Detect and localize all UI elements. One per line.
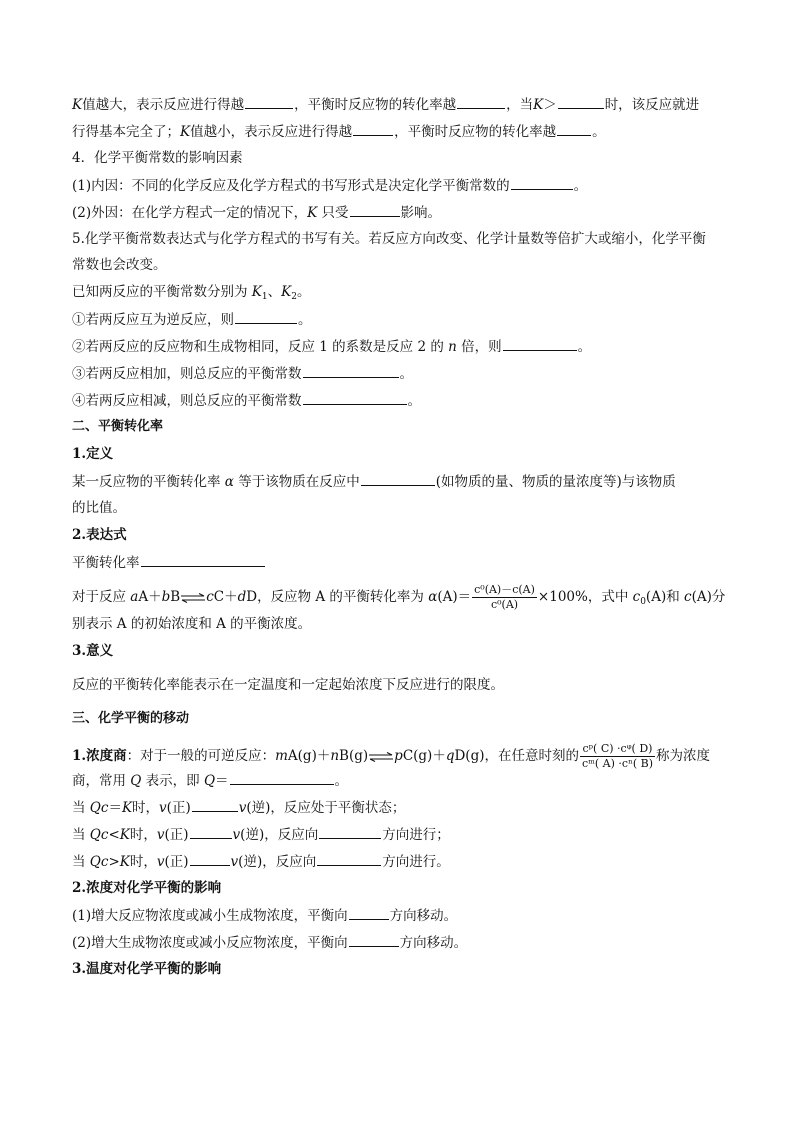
line-formula-explain: 别表示 A 的初始浓度和 A 的平衡浓度。 <box>72 616 312 632</box>
subheading-temperature-effect: 3.温度对化学平衡的影响 <box>72 961 222 977</box>
line-internal-factor: (1)内因：不同的化学反应及化学方程式的书写形式是决定化学平衡常数的 。 <box>72 175 587 196</box>
blank <box>457 94 505 109</box>
line-given-constants: 已知两反应的平衡常数分别为 $K_1$、$K_2$。 <box>72 284 311 302</box>
blank <box>190 824 232 839</box>
line-qc-greater: 当 Qc>K时，v(正) v(逆)，反应向 方向进行。 <box>72 851 450 872</box>
line-increase-reactant: (1)增大反应物浓度或减小生成物浓度，平衡向 方向移动。 <box>72 905 457 926</box>
section-heading-shift: 三、化学平衡的移动 <box>72 711 190 726</box>
item-subtract: ④若两反应相减，则总反应的平衡常数 。 <box>72 390 421 411</box>
line-expression-note-cont: 常数也会改变。 <box>72 257 167 273</box>
line-k-large: K值越大，表示反应进行得越 ，平衡时反应物的转化率越 ，当K＞ 时，该反应就进 <box>72 94 699 115</box>
blank <box>319 824 381 839</box>
line-concentration-quotient: 1.浓度商：对于一般的可逆反应：mA(g)＋nB(g) pC(g)＋qD(g)，在任意时刻的 $\frac{\text{cᵖ( C) ·cᵠ( D)}}{\text{cᵐ( A) ·cⁿ( B)}}$ 称为浓度 <box>72 742 710 770</box>
line-definition: 某一反应物的平衡转化率 α 等于该物质在反应中 (如物质的量、物质的量浓度等)与该物质 <box>72 471 676 492</box>
item-add: ③若两反应相加，则总反应的平衡常数 。 <box>72 363 413 384</box>
blank <box>349 932 399 947</box>
equilibrium-arrow-icon <box>368 752 394 762</box>
subheading-concentration-effect: 2.浓度对化学平衡的影响 <box>72 880 222 896</box>
blank <box>511 175 573 190</box>
line-increase-product: (2)增大生成物浓度或减小反应物浓度，平衡向 方向移动。 <box>72 932 467 953</box>
line-qc-less: 当 Qc<K时，v(正) v(逆)，反应向 方向进行； <box>72 824 450 845</box>
section-heading-conversion: 二、平衡转化率 <box>72 419 164 434</box>
line-conversion-formula: 对于反应 aA＋bB cC＋dD，反应物 A 的平衡转化率为 α(A)＝ $\frac{\text{c⁰(A)－c(A)}}{\text{c⁰(A)}}$ ×100%，式中 $c_0(A)$和 c(A)分 <box>72 583 726 611</box>
subheading-definition: 1.定义 <box>72 446 114 462</box>
item-reverse: ①若两反应互为逆反应，则 。 <box>72 309 312 330</box>
blank <box>141 552 265 567</box>
line-external-factor: (2)外因：在化学方程式一定的情况下，K 只受 影响。 <box>72 202 441 223</box>
blank <box>245 94 293 109</box>
blank <box>557 121 591 136</box>
blank <box>349 905 389 920</box>
blank <box>503 336 577 351</box>
heading-factors: 4．化学平衡常数的影响因素 <box>72 150 243 166</box>
line-k-small: 行得基本完全了；K值越小，表示反应进行得越 ，平衡时反应物的转化率越 。 <box>72 121 606 142</box>
line-expression-note: 5.化学平衡常数表达式与化学方程式的书写有关。若反应方向改变、化学计量数等倍扩大或缩小，化学平衡 <box>72 231 706 247</box>
subheading-meaning: 3.意义 <box>72 643 114 659</box>
blank <box>350 202 400 217</box>
blank <box>192 797 238 812</box>
blank <box>235 309 297 324</box>
blank <box>303 390 407 405</box>
blank <box>230 770 334 785</box>
item-multiple: ②若两反应的反应物和生成物相同，反应 1 的系数是反应 2 的 n 倍，则 。 <box>72 336 591 357</box>
blank <box>303 363 399 378</box>
blank <box>353 121 393 136</box>
blank <box>317 851 381 866</box>
equilibrium-arrow-icon <box>180 593 206 603</box>
line-conversion-rate: 平衡转化率 <box>72 552 266 573</box>
line-definition-cont: 的比值。 <box>72 500 126 516</box>
line-quotient-symbol: 商，常用 Q 表示，即 Q＝ 。 <box>72 770 348 791</box>
conversion-fraction: $\frac{\text{c⁰(A)－c(A)}}{\text{c⁰(A)}}$ <box>474 583 535 611</box>
line-meaning: 反应的平衡转化率能表示在一定温度和一定起始浓度下反应进行的限度。 <box>72 677 504 693</box>
line-qc-equal: 当 Qc＝K时，v(正) v(逆)，反应处于平衡状态； <box>72 797 405 818</box>
subheading-expression: 2.表达式 <box>72 527 127 543</box>
blank <box>190 851 230 866</box>
quotient-fraction: $\frac{\text{cᵖ( C) ·cᵠ( D)}}{\text{cᵐ( A) ·cⁿ( B)}}$ <box>581 742 653 770</box>
blank <box>558 94 604 109</box>
blank <box>361 471 435 486</box>
